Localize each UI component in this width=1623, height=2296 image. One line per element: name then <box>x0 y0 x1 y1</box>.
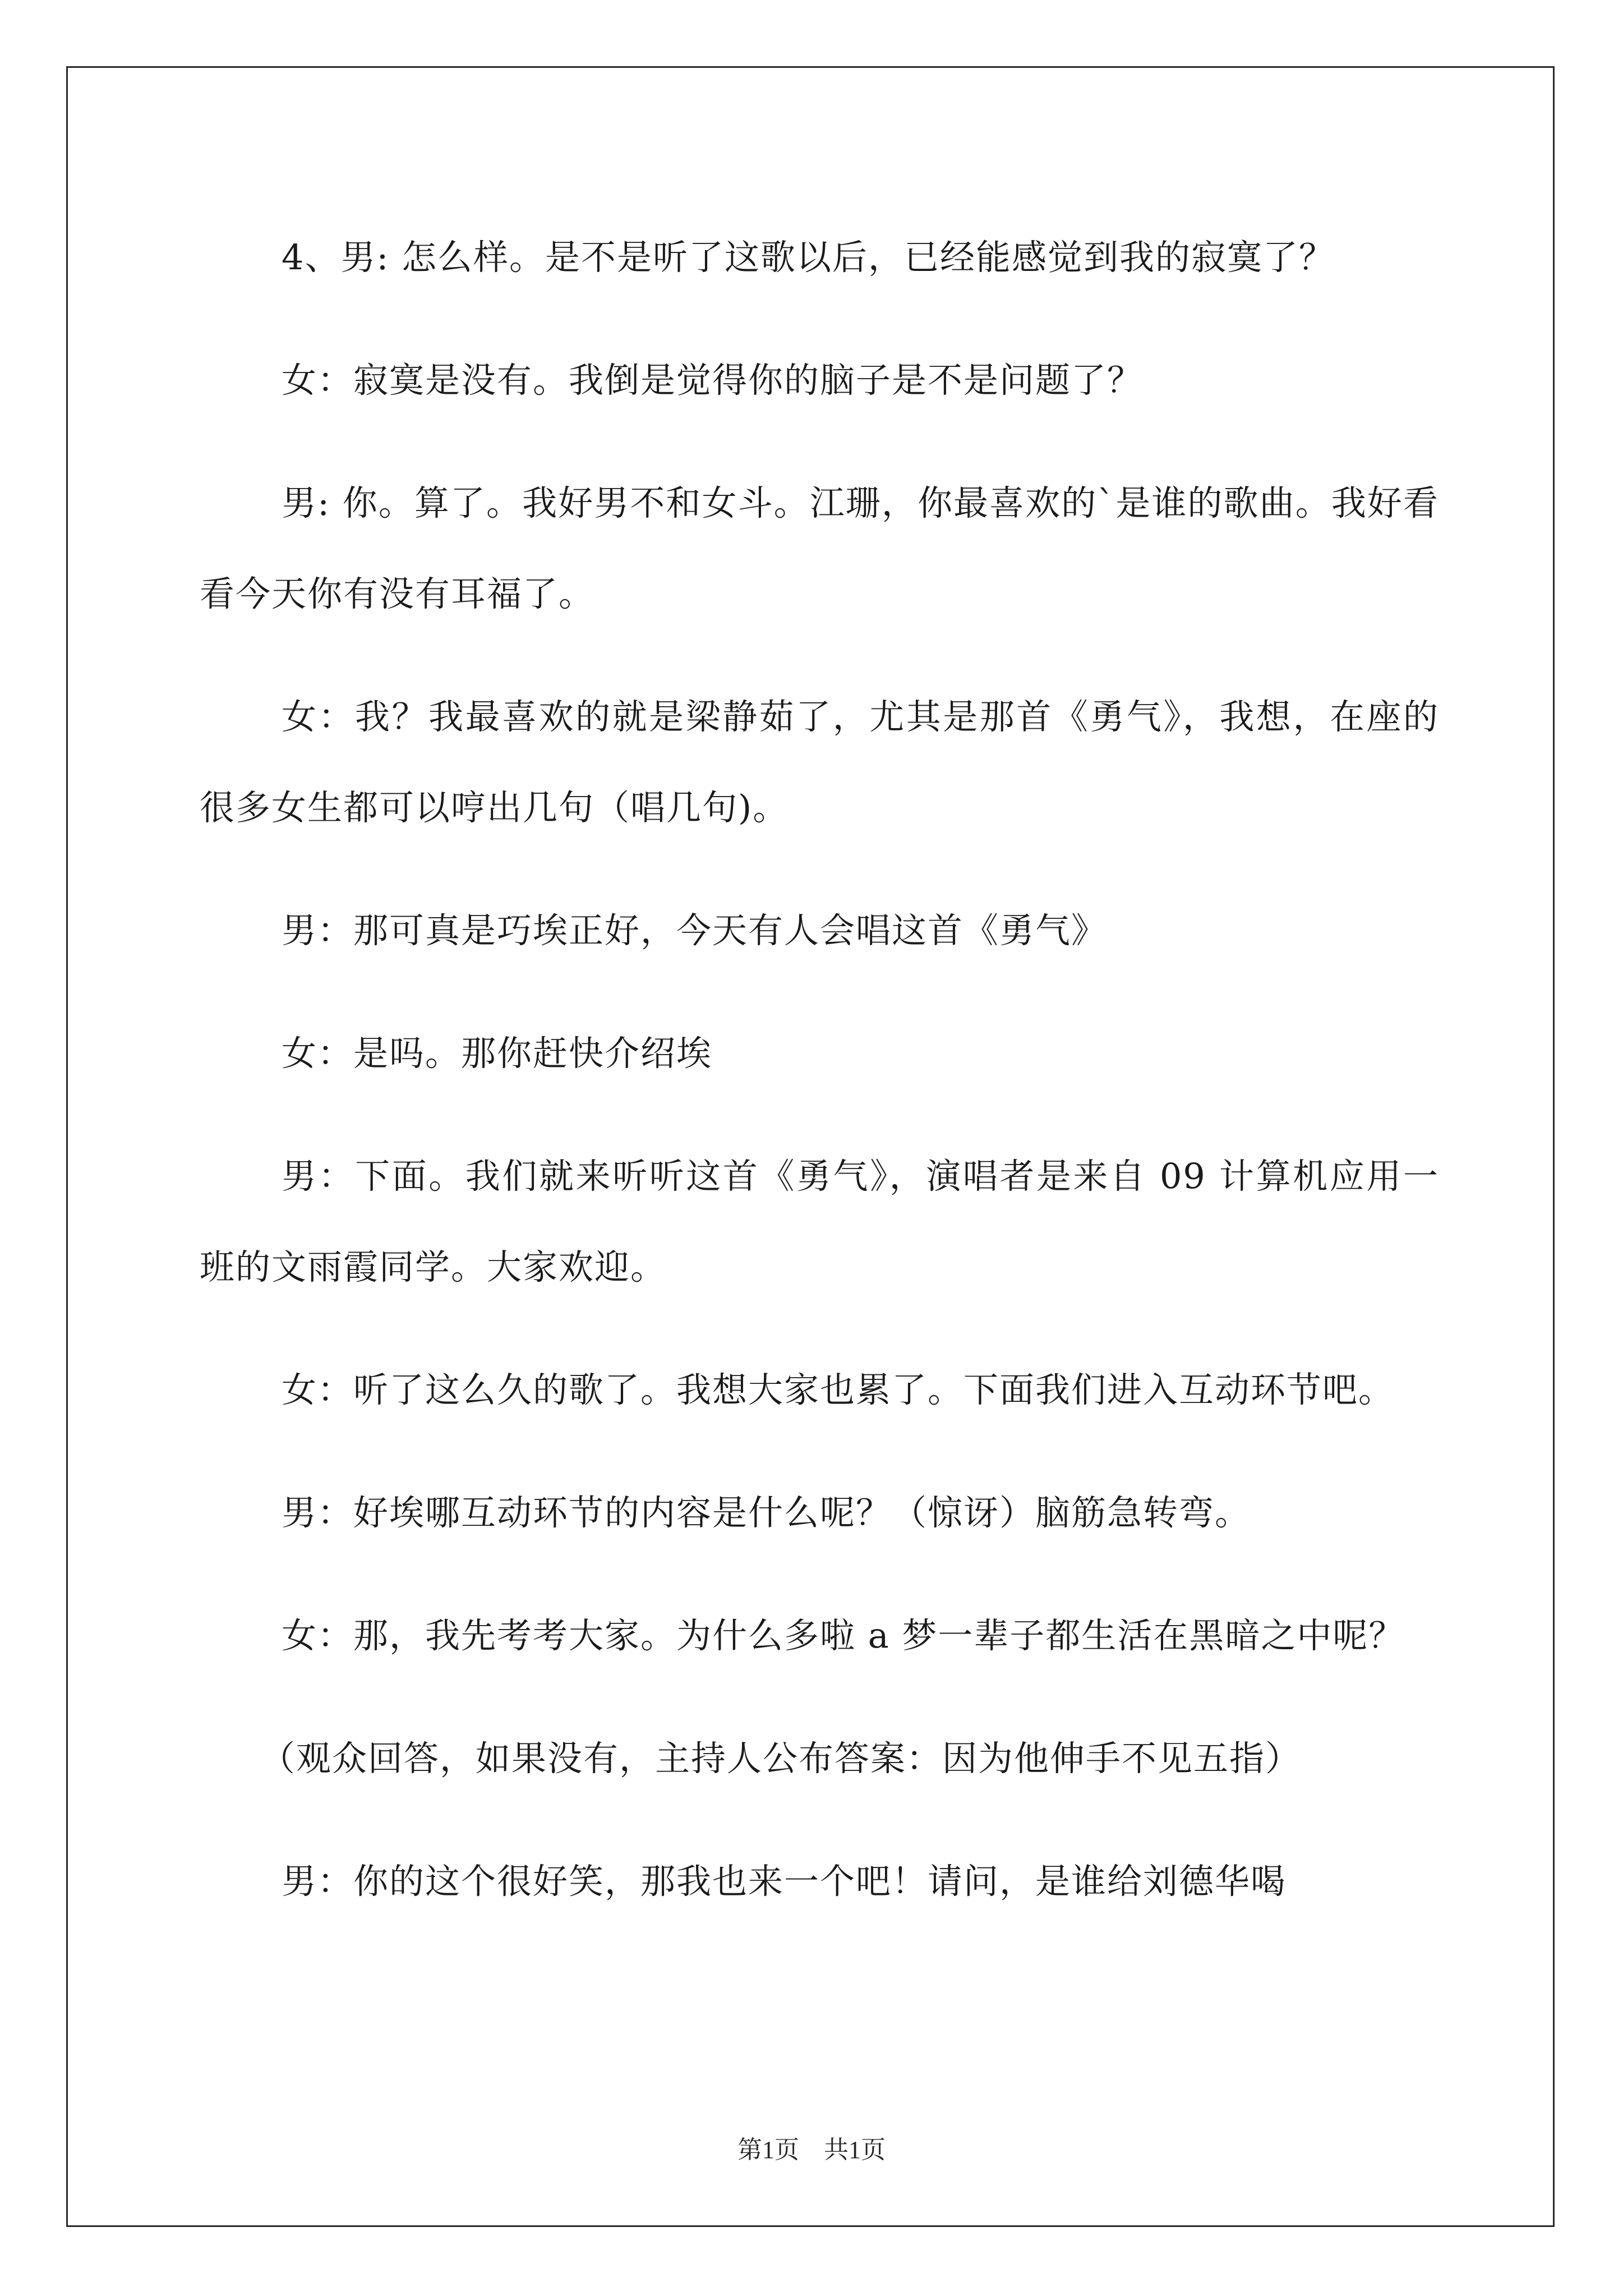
page-number: 第1页 共1页 <box>737 2136 886 2164</box>
paragraph: 女：寂寞是没有。我倒是觉得你的脑子是不是问题了？ <box>282 360 1144 401</box>
paragraph: 男: 你。算了。我好男不和女斗。江珊，你最喜欢的`是谁的歌曲。我好看看今天你有没有耳福了。 <box>200 482 1439 614</box>
paragraph: 男：好埃哪互动环节的内容是什么呢？（惊讶）脑筋急转弯。 <box>282 1492 1251 1533</box>
paragraph: 女：我？我最喜欢的就是梁静茹了，尤其是那首《勇气》，我想，在座的很多女生都可以哼出几句（唱几句)。 <box>200 696 1439 828</box>
paragraph: （观众回答，如果没有，主持人公布答案：因为他伸手不见五指） <box>260 1738 1302 1779</box>
paragraph: 男：下面。我们就来听听这首《勇气》，演唱者是来自 09 计算机应用一班的文雨霞同学。大家欢迎。 <box>200 1156 1439 1287</box>
paragraph: 4、男: 怎么样。是不是听了这歌以后，已经能感觉到我的寂寞了？ <box>282 237 1335 278</box>
paragraph: 男：那可真是巧埃正好，今天有人会唱这首《勇气》 <box>282 910 1108 951</box>
document-body <box>200 212 1439 1959</box>
paragraph: 男：你的这个很好笑，那我也来一个吧！请问，是谁给刘德华喝 <box>282 1861 1287 1902</box>
paragraph: 女：是吗。那你赶快介绍埃 <box>282 1033 713 1074</box>
paragraph: 女：听了这么久的歌了。我想大家也累了。下面我们进入互动环节吧。 <box>282 1369 1395 1410</box>
paragraph: 女：那，我先考考大家。为什么多啦 a 梦一辈子都生活在黑暗之中呢？ <box>282 1615 1405 1656</box>
